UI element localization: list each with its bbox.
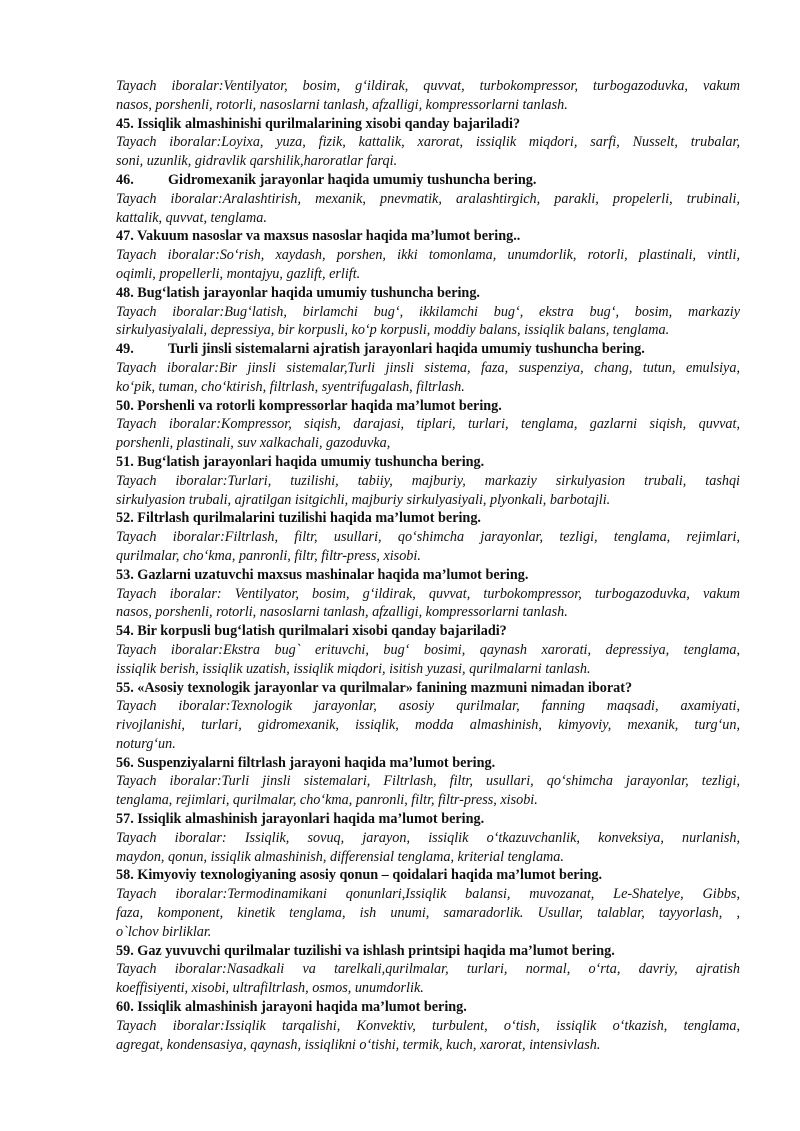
keywords-line: faza, komponent, kinetik tenglama, ish unumi, samaradorlik. Usullar, talablar, tayyorlash, , (116, 905, 740, 922)
keywords-line: Tayach iboralar: Issiqlik, sovuq, jarayon, issiqlik o‘tkazuvchanlik, konveksiya, nurlanish, (116, 829, 740, 846)
question-heading (116, 227, 740, 246)
keywords-line: Tayach iboralar:So‘rish, xaydash, porshen, ikki tomonlama, unumdorlik, rotorli, plastinali, vintli, (116, 247, 740, 264)
question-text: Bir korpusli bug‘latish qurilmalari xisobi qanday bajariladi? (137, 623, 507, 640)
question-heading (116, 754, 740, 773)
keywords-line: Tayach iboralar:Aralashtirish, mexanik, pnevmatik, aralashtirgich, parakli, propelerli, trubinali, (116, 190, 740, 207)
question-heading (116, 866, 740, 885)
keywords-line: Tayach iboralar:Nasadkali va tarelkali,qurilmalar, turlari, normal, o‘rta, davriy, ajratish (116, 961, 740, 978)
keywords-line: Tayach iboralar:Turlari, tuzilishi, tabiiy, majburiy, markaziy sirkulyasion trubali, tashqi (116, 472, 740, 489)
question-number: 50. (116, 397, 134, 414)
question-number: 53. (116, 566, 134, 583)
keywords-line: Tayach iboralar:Issiqlik tarqalishi, Konvektiv, turbulent, o‘tish, issiqlik o‘tkazish, tenglama, (116, 1017, 740, 1034)
question-number: 55. (116, 679, 134, 696)
keywords-line: Tayach iboralar:Turli jinsli sistemalari, Filtrlash, filtr, usullari, qo‘shimcha jarayonlar, tezligi, (116, 773, 740, 790)
keywords-line: o`lchov birliklar. (116, 923, 212, 940)
keywords-line: ko‘pik, tuman, cho‘ktirish, filtrlash, syentrifugalash, filtrlash. (116, 378, 465, 395)
keywords-line: oqimli, propellerli, montajyu, gazlift, erlift. (116, 265, 361, 282)
question-number: 54. (116, 623, 134, 640)
keywords-line: kattalik, quvvat, tenglama. (116, 209, 267, 226)
question-heading (116, 397, 740, 416)
question-text: Gaz yuvuvchi qurilmalar tuzilishi va ishlash printsipi haqida ma’lumot bering. (137, 942, 615, 959)
question-text: Bug‘latish jarayonlar haqida umumiy tushuncha bering. (137, 284, 480, 301)
keywords-line: Tayach iboralar:Bug‘latish, birlamchi bug‘, ikkilamchi bug‘, ekstra bug‘, bosim, markaziy (116, 303, 740, 320)
question-text: Issiqlik almashinish jarayonlari haqida ma’lumot bering. (137, 811, 485, 828)
question-number: 45. (116, 115, 134, 132)
question-text: Gidromexanik jarayonlar haqida umumiy tushuncha bering. (168, 171, 537, 188)
keywords-line: nasos, porshenli, rotorli, nasoslarni tanlash, afzalligi, kompressorlarni tanlash. (116, 96, 568, 113)
question-text: Issiqlik almashinish jarayoni haqida ma’lumot bering. (137, 999, 467, 1016)
question-heading (116, 622, 740, 641)
question-heading (116, 115, 740, 134)
question-number: 49. (116, 341, 134, 358)
question-number: 60. (116, 999, 134, 1016)
question-number: 46. (116, 171, 134, 188)
question-heading (116, 942, 740, 961)
keywords-line: Tayach iboralar:Bir jinsli sistemalar,Turli jinsli sistema, faza, suspenziya, chang, tutun, emulsiya, (116, 359, 740, 376)
question-heading (116, 453, 740, 472)
question-heading (116, 284, 740, 303)
keywords-line: qurilmalar, cho‘kma, panronli, filtr, filtr-press, xisobi. (116, 547, 421, 564)
question-number: 51. (116, 453, 134, 470)
question-heading (116, 171, 740, 190)
keywords-line: issiqlik berish, issiqlik uzatish, issiqlik miqdori, isitish yuzasi, qurilmalarni tanlash. (116, 660, 591, 677)
question-text: Vakuum nasoslar va maxsus nasoslar haqida ma’lumot bering.. (137, 228, 521, 245)
keywords-line: tenglama, rejimlari, qurilmalar, cho‘kma, panronli, filtr, filtr-press, xisobi. (116, 792, 538, 809)
question-text: Filtrlash qurilmalarini tuzilishi haqida ma’lumot bering. (137, 510, 481, 527)
question-heading (116, 340, 740, 359)
keywords-line: porshenli, plastinali, suv xalkachali, gazoduvka, (116, 435, 391, 452)
keywords-line: Tayach iboralar:Ventilyator, bosim, g‘ildirak, quvvat, turbokompressor, turbogazoduvka, vakum (116, 78, 740, 94)
keywords-line: Tayach iboralar:Loyixa, yuza, fizik, kattalik, xarorat, issiqlik miqdori, sarfi, Nusselt, trubalar, (116, 134, 740, 151)
question-text: Turli jinsli sistemalarni ajratish jarayonlari haqida umumiy tushuncha bering. (168, 341, 645, 358)
keywords-line: noturg‘un. (116, 735, 176, 752)
keywords-line: Tayach iboralar:Texnologik jarayonlar, asosiy qurilmalar, fanning maqsadi, axamiyati, (116, 698, 740, 715)
question-heading (116, 679, 740, 698)
question-text: Gazlarni uzatuvchi maxsus mashinalar haqida ma’lumot bering. (137, 566, 529, 583)
question-text: «Asosiy texnologik jarayonlar va qurilmalar» fanining mazmuni nimadan iborat? (137, 679, 633, 696)
question-text: Suspenziyalarni filtrlash jarayoni haqida ma’lumot bering. (137, 754, 496, 771)
keywords-line: maydon, qonun, issiqlik almashinish, differensial tenglama, kriterial tenglama. (116, 848, 564, 865)
question-heading (116, 998, 740, 1017)
document-page (116, 77, 740, 1054)
question-heading (116, 566, 740, 585)
keywords-line: Tayach iboralar:Ekstra bug` erituvchi, bug‘ bosimi, qaynash xarorati, depressiya, tenglama, (116, 641, 740, 658)
question-number: 56. (116, 754, 134, 771)
question-number: 59. (116, 942, 134, 959)
keywords-line: Tayach iboralar: Ventilyator, bosim, g‘ildirak, quvvat, turbokompressor, turbogazoduvka, vakum (116, 585, 740, 602)
question-number: 52. (116, 510, 134, 527)
question-number: 47. (116, 228, 134, 245)
keywords-line: Tayach iboralar:Termodinamikani qonunlari,Issiqlik balansi, muvozanat, Le-Shatelye, Gibbs, (116, 886, 740, 903)
keywords-line: rivojlanishi, turlari, gidromexanik, issiqlik, modda almashinish, kimyoviy, mexanik, turg‘un, (116, 717, 740, 734)
keywords-line: Tayach iboralar:Kompressor, siqish, darajasi, tiplari, turlari, tenglama, gazlarni siqish, quvvat, (116, 416, 740, 433)
keywords-line: soni, uzunlik, gidravlik qarshilik,haroratlar farqi. (116, 153, 398, 170)
question-heading (116, 509, 740, 528)
question-text: Bug‘latish jarayonlari haqida umumiy tushuncha bering. (137, 453, 485, 470)
keywords-line: agregat, kondensasiya, qaynash, issiqlikni o‘tishi, termik, kuch, xarorat, intensivlash. (116, 1036, 601, 1053)
question-heading (116, 810, 740, 829)
keywords-line: Tayach iboralar:Filtrlash, filtr, usullari, qo‘shimcha jarayonlar, tezligi, tenglama, rejimlari, (116, 529, 740, 546)
question-text: Issiqlik almashinishi qurilmalarining xisobi qanday bajariladi? (137, 115, 521, 132)
question-number: 57. (116, 811, 134, 828)
question-number: 48. (116, 284, 134, 301)
keywords-line: koeffisiyenti, xisobi, ultrafiltrlash, osmos, unumdorlik. (116, 980, 424, 997)
keywords-line: sirkulyasion trubali, ajratilgan isitgichli, majburiy sirkulyasiyali, plyonkali, barbotajli. (116, 491, 611, 508)
keywords-line: sirkulyasiyalali, depressiya, bir korpusli, ko‘p korpusli, moddiy balans, issiqlik balans, tenglama. (116, 322, 670, 339)
question-text: Kimyoviy texnologiyaning asosiy qonun – qoidalari haqida ma’lumot bering. (137, 867, 603, 884)
keywords-line: nasos, porshenli, rotorli, nasoslarni tanlash, afzalligi, kompressorlarni tanlash. (116, 604, 568, 621)
question-number: 58. (116, 867, 134, 884)
question-text: Porshenli va rotorli kompressorlar haqida ma’lumot bering. (137, 397, 502, 414)
